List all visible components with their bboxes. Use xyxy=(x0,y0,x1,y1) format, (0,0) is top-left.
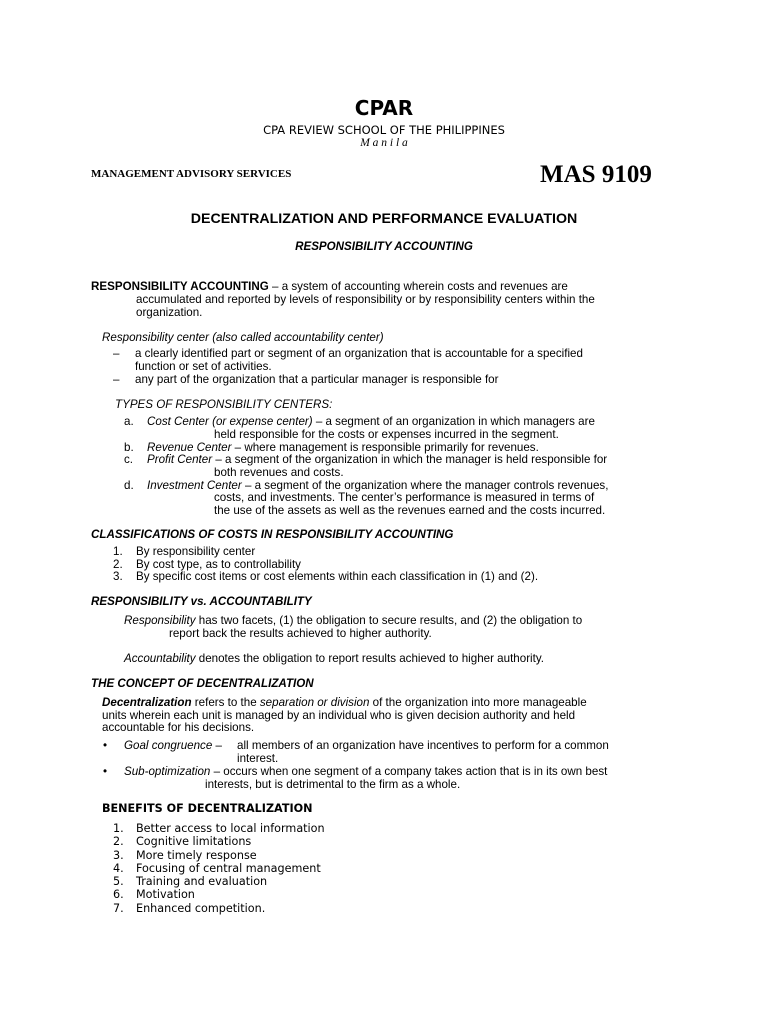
goal-congruence-text: all members of an organization have incentives to perform for a common xyxy=(237,739,609,752)
center-item-1-line-1: a clearly identified part or segment of an organization that is accountable for a specified xyxy=(135,347,583,360)
type-b-name: Revenue Center xyxy=(147,441,232,454)
concept-line-2: units wherein each unit is managed by an individual who is given decision authority and held xyxy=(102,709,576,722)
accountability-line xyxy=(124,652,544,665)
benefit-2-text: Cognitive limitations xyxy=(136,835,252,848)
type-b-letter: b. xyxy=(124,441,134,454)
concept-line-1 xyxy=(102,696,640,709)
type-d-text: – a segment of the organization where the manager controls revenues, xyxy=(241,479,609,492)
type-c-line-1 xyxy=(147,453,640,466)
goal-congruence-dash: – xyxy=(212,739,222,752)
type-a-line-2: held responsible for the costs or expenses incurred in the segment. xyxy=(214,428,559,441)
school-city: M a n i l a xyxy=(360,137,408,149)
course-code-number: 9109 xyxy=(601,161,652,188)
course-code xyxy=(540,160,652,190)
classification-3-num: 3. xyxy=(113,570,123,583)
concept-line-3: accountable for his decisions. xyxy=(102,721,255,734)
type-a-name: Cost Center (or expense center) xyxy=(147,415,313,428)
benefit-7-num: 7. xyxy=(113,902,124,915)
center-item-1-line-2: function or set of activities. xyxy=(135,360,272,373)
type-c-line-2: both revenues and costs. xyxy=(214,466,344,479)
benefit-6-num: 6. xyxy=(113,888,124,901)
classification-1-text: By responsibility center xyxy=(136,545,256,558)
type-d-line-2: costs, and investments. The center’s performance is measured in terms of xyxy=(214,491,595,504)
decentralization-term: Decentralization xyxy=(102,696,192,709)
benefit-5-text: Training and evaluation xyxy=(136,875,268,888)
course-code-prefix: MAS xyxy=(540,161,596,188)
accountability-term: Accountability xyxy=(124,652,196,665)
classification-1-num: 1. xyxy=(113,545,123,558)
school-name: CPA REVIEW SCHOOL OF THE PHILIPPINES xyxy=(263,123,505,137)
concept-heading: THE CONCEPT OF DECENTRALIZATION xyxy=(91,677,314,690)
sub-optimization-line-2: interests, but is detrimental to the firm as a whole. xyxy=(205,778,461,791)
sub-optimization-line-1 xyxy=(124,765,640,778)
definition-line-3: organization. xyxy=(136,306,203,319)
center-heading: Responsibility center (also called accountability center) xyxy=(102,331,384,344)
goal-congruence-term: Goal congruence xyxy=(124,739,213,752)
classification-3-text: By specific cost items or cost elements within each classification in (1) and (2). xyxy=(136,570,539,583)
benefit-6-text: Motivation xyxy=(136,888,195,901)
benefit-5-num: 5. xyxy=(113,875,124,888)
center-dash-2: – xyxy=(113,373,120,386)
benefit-4-num: 4. xyxy=(113,862,124,875)
concept-text-2: of the organization into more manageable xyxy=(369,696,587,709)
benefits-heading: BENEFITS OF DECENTRALIZATION xyxy=(102,802,313,815)
bullet-1-marker: • xyxy=(103,739,108,752)
bullet-2-marker: • xyxy=(103,765,108,778)
definition-line-1 xyxy=(91,280,640,293)
responsibility-line-1 xyxy=(124,614,640,627)
sub-optimization-text: – occurs when one segment of a company takes action that is in its own best xyxy=(210,765,608,778)
accountability-text: denotes the obligation to report results achieved to higher authority. xyxy=(195,652,545,665)
classification-2-text: By cost type, as to controllability xyxy=(136,558,301,571)
classifications-heading: CLASSIFICATIONS OF COSTS IN RESPONSIBILITY ACCOUNTING xyxy=(91,528,454,541)
type-d-name: Investment Center xyxy=(147,479,242,492)
benefit-3-num: 3. xyxy=(113,849,124,862)
type-a-letter: a. xyxy=(124,415,134,428)
concept-emphasis: separation or division xyxy=(259,696,370,709)
benefit-4-text: Focusing of central management xyxy=(136,862,321,875)
definition-term: RESPONSIBILITY ACCOUNTING xyxy=(91,280,269,293)
goal-congruence-line-2: interest. xyxy=(237,752,279,765)
benefit-1-num: 1. xyxy=(113,822,124,835)
type-a-line-1 xyxy=(147,415,640,428)
definition-line-2: accumulated and reported by levels of responsibility or by responsibility centers within the xyxy=(136,293,595,306)
page-title: DECENTRALIZATION AND PERFORMANCE EVALUATION xyxy=(190,211,578,227)
cpar-logo: CPAR xyxy=(354,96,414,120)
department-label: MANAGEMENT ADVISORY SERVICES xyxy=(91,168,292,180)
definition-text-1: – a system of accounting wherein costs and revenues are xyxy=(272,280,568,293)
type-d-letter: d. xyxy=(124,479,134,492)
responsibility-term: Responsibility xyxy=(124,614,196,627)
benefit-2-num: 2. xyxy=(113,835,124,848)
type-a-text: – a segment of an organization in which managers are xyxy=(312,415,595,428)
benefit-3-text: More timely response xyxy=(136,849,257,862)
sub-optimization-term: Sub-optimization xyxy=(124,765,211,778)
type-c-name: Profit Center xyxy=(147,453,213,466)
benefit-1-text: Better access to local information xyxy=(136,822,325,835)
type-d-line-3: the use of the assets as well as the revenues earned and the costs incurred. xyxy=(214,504,606,517)
resp-vs-acc-heading: RESPONSIBILITY vs. ACCOUNTABILITY xyxy=(91,595,312,608)
classification-2-num: 2. xyxy=(113,558,123,571)
center-dash-1: – xyxy=(113,347,120,360)
center-item-2-line-1: any part of the organization that a particular manager is responsible for xyxy=(135,373,499,386)
responsibility-line-2: report back the results achieved to higher authority. xyxy=(169,627,432,640)
benefit-7-text: Enhanced competition. xyxy=(136,902,266,915)
type-c-text: – a segment of the organization in which the manager is held responsible for xyxy=(212,453,608,466)
page-subtitle: RESPONSIBILITY ACCOUNTING xyxy=(295,240,473,253)
types-heading: TYPES OF RESPONSIBILITY CENTERS: xyxy=(115,398,333,411)
concept-text-1: refers to the xyxy=(191,696,260,709)
type-c-letter: c. xyxy=(124,453,134,466)
type-b-text: – where management is responsible primarily for revenues. xyxy=(231,441,539,454)
responsibility-text: has two facets, (1) the obligation to secure results, and (2) the obligation to xyxy=(195,614,583,627)
goal-congruence-line-1 xyxy=(124,739,222,752)
